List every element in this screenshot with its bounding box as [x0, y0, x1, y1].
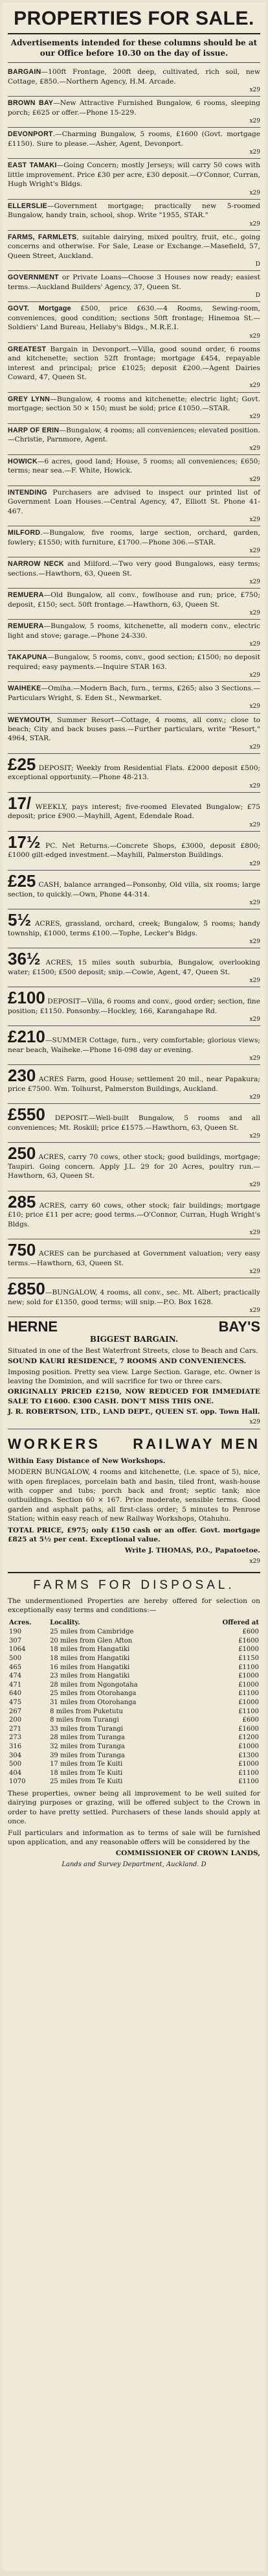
herne-bay-para2: SOUND KAURI RESIDENCE, 7 ROOMS AND CONVENIENCES.: [8, 1357, 247, 1366]
farm-locality: 18 miles from Te Kuiti: [50, 1769, 123, 1777]
classified-ad: [8, 159, 260, 199]
ad-text: —Omiha.—Modern Bach, furn., terms, £265; also 3 Sections.—Particulars Wright, S. Eden St., Newmarket.: [8, 685, 260, 702]
farm-locality: 8 miles from Puketutu: [50, 1707, 123, 1715]
farm-acres: 1064: [9, 1646, 26, 1654]
ad-lead: £550: [8, 1105, 45, 1125]
farm-acres: 475: [9, 1699, 22, 1707]
ad-text: .—Bungalow, five rooms, large section, orchard, garden, fowlery; £1550; with furniture, £1700.—Phone 306.—STAR.: [8, 529, 260, 546]
farms-signature: COMMISSIONER OF CROWN LANDS,: [115, 1849, 260, 1858]
classified-ad: [8, 793, 260, 832]
ad-ref-number: x29: [249, 149, 260, 156]
classified-ad: [8, 231, 260, 271]
farm-acres: 200: [9, 1716, 22, 1724]
ad-text: —New Attractive Furnished Bungalow, 6 rooms, sleeping porch; £625 or offer.—Phone 15-229.: [8, 99, 261, 117]
ad-text: , Summer Resort—Cottage, 4 rooms, all conv.; close to beach; City and back buses pass.—Further particulars, write "Resort," 4964, STAR.: [8, 716, 260, 743]
ad-ref-number: x29: [249, 1055, 260, 1062]
ad-ref-number: x29: [249, 548, 260, 555]
workers-left: WORKERS: [8, 1435, 100, 1452]
classified-ad: [8, 620, 260, 651]
ad-lead: 5½: [8, 910, 32, 930]
ad-text: ACRES, carry 60 cows, other stock; fair buildings; mortgage £10; price £11 per acre; good terms.—O'Connor, Curran, Hugh Wright's Bldgs.: [8, 1201, 260, 1228]
farm-acres: 471: [9, 1681, 22, 1689]
farm-row: [8, 1751, 260, 1761]
workers-ad: [8, 1429, 260, 1568]
workers-right: RAILWAY MEN: [133, 1435, 260, 1452]
classified-ad: [8, 1065, 260, 1104]
ad-ref-number: x29: [249, 517, 260, 523]
classified-ad: [8, 714, 260, 754]
farm-locality: 31 miles from Otorohanga: [50, 1699, 137, 1707]
ad-ref-number: x29: [249, 899, 260, 906]
ad-ref-number: x29: [249, 782, 260, 790]
classified-ad: [8, 589, 260, 620]
ad-ref-number: x29: [249, 1307, 260, 1315]
farm-locality: 32 miles from Turanga: [50, 1742, 125, 1750]
ad-ref-number: x29: [249, 938, 260, 945]
farm-row: [8, 1707, 260, 1716]
farm-locality: 28 miles from Turanga: [50, 1734, 125, 1742]
ad-ref-number: x29: [249, 445, 260, 452]
ad-lead: £850: [8, 1279, 45, 1299]
classified-ad: [8, 557, 260, 589]
classified-ad: [8, 1026, 260, 1065]
farm-locality: 17 miles from Te Kuiti: [50, 1761, 123, 1768]
farm-locality: 28 miles from Ngongotaha: [50, 1681, 138, 1689]
herne-bay-title: [8, 1320, 260, 1334]
classified-ad: [8, 1143, 260, 1191]
farms-para2: Full particulars and information as to terms of sale will be furnished upon application, and any reasonable offers will be considered by the: [8, 1829, 260, 1846]
ad-text: —100ft Frontage, 200ft deep, cultivated, rich soil, new Cottage, £850.—Northern Agency, H.M. Arcade.: [8, 68, 260, 86]
classified-ad: [8, 486, 260, 526]
workers-line2: MODERN BUNGALOW, 4 rooms and kitchenette, (i.e. space of 5), nice, with open fireplaces, porcelain bath and basin, tiled front, wash-house with copper and tubs; porch back and front; septic tank; nice outbuildings. Section 60 × 167. Price moderate, sensible terms. Good garden and asphalt paths, all first-class order; 5 minutes to Penrose Station; within easy reach of new Railway Workshops, Otahuhu.: [8, 1468, 260, 1523]
farm-locality: 39 miles from Turanga: [50, 1751, 125, 1759]
farm-locality: 25 miles from Cambridge: [50, 1628, 134, 1636]
farm-row: [8, 1777, 260, 1786]
ad-text: —Bungalow, 5 rooms, kitchenette, all modern conv., electric light and stove; garage.—Phone 24-330.: [8, 622, 260, 640]
classified-ad: [8, 948, 260, 987]
ad-text: and Milford.—Two very good Bungalows, easy terms; sections.—Hawthorn, 63, Queen St.: [8, 560, 260, 578]
ad-text: Purchasers are advised to inspect our printed list of Government Loan Houses.—Central Agency, 47, Elliott St. Phone 41-467.: [8, 488, 260, 515]
farm-acres: 190: [9, 1628, 22, 1636]
ad-lead: 36½: [8, 949, 41, 969]
farm-row: [8, 1637, 260, 1646]
ad-text: ACRES, carry 70 cows, other stock; good buildings, mortgage; Taupiri. Going concern. Apply J.L. 29 for 20 Acres, poultry run.—Hawthorn, 63, Queen St.: [8, 1153, 260, 1180]
ad-text: —Bungalow, 5 rooms, conv., good section; £1500; no deposit required; easy payments.—Inquire STAR 163.: [8, 653, 260, 671]
ad-text: —Bungalow, 4 rooms; all conveniences; elevated position.—Christie, Parnmore, Agent.: [8, 426, 261, 444]
farms-intro: The undermentioned Properties are hereby offered for selection on exceptionally easy terms and conditions:—: [8, 1597, 260, 1615]
workers-signature: Write J. THOMAS, P.O., Papatoetoe.: [124, 1547, 260, 1555]
farm-price: £600: [242, 1628, 259, 1636]
ad-text: .—Charming Bungalow, 5 rooms, £1600 (Govt. mortgage £1150). Sure to please.—Asher, Agent, Devonport.: [8, 130, 260, 148]
ad-text: —Government mortgage; practically new 5-roomed Bungalow, handy train, school, shop. Write "1955, STAR.": [8, 202, 260, 220]
farm-locality: 20 miles from Glen Afton: [50, 1637, 133, 1645]
ad-lead: £210: [8, 1027, 45, 1047]
farm-row: [8, 1681, 260, 1690]
ad-ref-number: x29: [249, 189, 260, 196]
farm-locality: 8 miles from Turangi: [50, 1716, 119, 1724]
classified-ad: [8, 271, 260, 302]
classified-ad: [8, 343, 260, 393]
farm-acres: 316: [9, 1742, 22, 1750]
ad-ref-number: x29: [249, 1230, 260, 1237]
ad-ref-number: x29: [249, 978, 260, 985]
classified-ad: [8, 97, 260, 128]
workers-num: x29: [249, 1558, 260, 1565]
herne-bay-para5: J. R. ROBERTSON, LTD., LAND DEPT., QUEEN ST. opp. Town Hall.: [8, 1408, 260, 1416]
farm-price: £1200: [238, 1734, 259, 1742]
ad-ref-number: x29: [249, 744, 260, 751]
ad-lead: REMUERA: [8, 622, 44, 631]
herne-bay-para3: Imposing position. Pretty sea view. Large Section. Garage, etc. Owner is leaving the Dominion, and will sacrifice for two or three cars.: [8, 1368, 260, 1385]
ad-lead: £25: [8, 871, 36, 891]
classified-ad: [8, 1239, 260, 1278]
farm-price: £1000: [238, 1646, 259, 1654]
classified-ad: [8, 987, 260, 1026]
ad-lead: GOVT. Mortgage: [8, 305, 71, 313]
ad-lead: 230: [8, 1066, 36, 1086]
ad-ref-number: x29: [249, 382, 260, 390]
ad-text: ACRES, grassland, orchard, creek; Bungalow, 5 rooms; handy township, £1000, terms £100.—Tophe, Lecker's Bldgs.: [8, 920, 260, 937]
ad-text: —6 acres, good land; House, 5 rooms; all conveniences; £650; terms; near sea.—F. White, Howick.: [8, 457, 260, 475]
ad-lead: ELLERSLIE: [8, 202, 47, 210]
farm-price: £1000: [238, 1699, 259, 1707]
farm-row: [8, 1733, 260, 1742]
farm-row: [8, 1760, 260, 1769]
farm-price: £1000: [238, 1761, 259, 1768]
farm-row: [8, 1769, 260, 1778]
farms-table: [8, 1618, 260, 1786]
farm-price: £1150: [238, 1655, 259, 1663]
herne-bay-para4: ORIGINALLY PRICED £2150, NOW REDUCED FOR IMMEDIATE SALE TO £1600. £300 CASH. DON'T MISS THIS ONE.: [8, 1388, 260, 1405]
farm-price: £1100: [238, 1707, 259, 1715]
herne-bay-sub: BIGGEST BARGAIN.: [89, 1335, 179, 1344]
herne-bay-ad: [8, 1317, 260, 1429]
ad-lead: 750: [8, 1240, 36, 1260]
ad-lead: £100: [8, 988, 45, 1008]
classified-ad: [8, 909, 260, 948]
farm-price: £600: [242, 1716, 259, 1724]
ad-text: DEPOSIT—Villa, 6 rooms and conv., good order; section, fine position; £1150. Ponsonby.—Hockley, 166, Karangahape Rd.: [8, 998, 260, 1015]
farm-row: [8, 1716, 260, 1725]
classified-ad: [8, 393, 260, 424]
farm-acres: 474: [9, 1672, 22, 1680]
farm-row: [8, 1654, 260, 1663]
farms-table-body: [8, 1628, 260, 1786]
ad-lead: BARGAIN: [8, 68, 41, 76]
farm-price: £1100: [238, 1769, 259, 1777]
ad-ref-number: x29: [249, 641, 260, 648]
classified-ad: [8, 832, 260, 871]
farm-price: £1000: [238, 1672, 259, 1680]
farm-row: [8, 1698, 260, 1707]
farm-price: £1600: [238, 1725, 259, 1733]
farms-para1: These properties, owner being all improvement to be well suited for dairying purposes or grazing, will be offered subject to the Crown in order to have pretty settled. Purchasers of these lands should apply at once.: [8, 1789, 260, 1826]
section-masthead: PROPERTIES FOR SALE.: [14, 8, 254, 29]
ad-ref-number: x29: [249, 118, 260, 125]
farm-locality: 18 miles from Hangatiki: [50, 1646, 130, 1654]
ad-text: Bargain in Devonport.—Villa, good sound order, 6 rooms and kitchenette; section 52ft frontage; mortgage £454, repayable interest and principal; price £1025; deposit £200.—Agent Dairies Coward, 47, Queen St.: [8, 345, 260, 381]
farm-price: £1000: [238, 1681, 259, 1689]
ad-lead: 250: [8, 1143, 36, 1164]
ad-lead: DEVONPORT: [8, 130, 53, 139]
ad-text: DEPOSIT; Weekly from Residential Flats. £2000 deposit £500; exceptional opportunity.—Phone 48-213.: [8, 764, 260, 782]
classified-ad: [8, 682, 260, 713]
notice-rule: [8, 62, 260, 63]
ad-text: —Bungalow, 4 rooms and kitchenette; electric light; Govt. mortgage; section 50 × 150; must be sold; price £1050.—STAR.: [8, 395, 260, 413]
ad-text: ACRES Farm, good House; settlement 20 mil., near Papakura; price £7500. Wm. Tolhurst, Palmerston Buildings, Auckland.: [8, 1075, 260, 1093]
ad-text: or Private Loans—Choose 3 Houses now ready; easiest terms.—Auckland Builders' Agency, 37, Queen St.: [8, 274, 260, 291]
ad-ref-number: x29: [249, 672, 260, 679]
ad-lead: 17½: [8, 832, 41, 852]
ad-text: , suitable dairying, mixed poultry, fruit, etc., going concerns and otherwise. For Sale, Lease or Exchange.—Masefield, 57, Queen Street, Auckland.: [8, 233, 260, 260]
ad-lead: GOVERNMENT: [8, 274, 59, 282]
farm-acres: 273: [9, 1734, 22, 1742]
classified-ad: [8, 871, 260, 909]
farm-acres: 500: [9, 1761, 22, 1768]
ad-ref-number: x29: [249, 333, 260, 340]
farm-row: [8, 1645, 260, 1654]
farm-locality: 25 miles from Otorohanga: [50, 1690, 137, 1698]
ad-text: WEEKLY, pays interest; five-roomed Elevated Bungalow; £75 deposit; price £900.—Mayhill, Agent, Edendale Road.: [8, 803, 260, 821]
farm-price: £1100: [238, 1663, 259, 1671]
herne-bay-right: BAY'S: [218, 1318, 260, 1335]
farm-acres: 304: [9, 1751, 22, 1759]
herne-bay-left: HERNE: [8, 1318, 58, 1335]
ad-lead: INTENDING: [8, 488, 47, 497]
farm-locality: 25 miles from Te Kuiti: [50, 1778, 123, 1786]
ad-ref-number: x29: [249, 220, 260, 228]
herne-bay-num: x29: [249, 1418, 260, 1425]
workers-line3: TOTAL PRICE, £975; only £150 cash or an offer. Govt. mortgage £825 at 5½ per cent. Exceptional value.: [8, 1526, 260, 1543]
ad-ref-number: x29: [249, 1094, 260, 1101]
farm-acres: 404: [9, 1769, 22, 1777]
farm-row: [8, 1689, 260, 1698]
ad-ref-number: x29: [249, 476, 260, 483]
ad-text: —SUMMER Cottage, furn., very comfortable; glorious views; near beach, Waiheke.—Phone 16-098 day or evening.: [8, 1036, 260, 1054]
farm-row: [8, 1628, 260, 1637]
farm-price: £1300: [238, 1751, 259, 1759]
ad-lead: EAST TAMAKI: [8, 161, 57, 170]
farms-header-offered: Offered at: [222, 1619, 259, 1626]
farms-rule: [8, 1572, 260, 1573]
farm-row: [8, 1742, 260, 1751]
farm-row: [8, 1663, 260, 1672]
ad-ref-number: D: [255, 292, 260, 299]
farm-locality: 23 miles from Hangatiki: [50, 1672, 130, 1680]
classified-ad: [8, 65, 260, 97]
farms-office: Lands and Survey Department, Auckland. D: [61, 1860, 207, 1868]
workers-line1: Within Easy Distance of New Workshops.: [8, 1457, 166, 1465]
farm-price: £1100: [238, 1778, 259, 1786]
farms-ad: [8, 1577, 260, 1869]
ad-ref-number: x29: [249, 414, 260, 421]
classified-ad: [8, 1191, 260, 1239]
classified-ad: [8, 200, 260, 231]
farm-acres: 465: [9, 1663, 22, 1671]
ad-lead: 17/: [8, 793, 32, 814]
ad-text: ACRES, 15 miles south suburbia, Bungalow, overlooking water; £1500; £500 deposit; snip.—Cowie, Agent, 47, Queen St.: [8, 959, 260, 976]
ad-text: CASH, balance arranged—Ponsonby, Old villa, six rooms; large section, to quickly.—Own, Phone 44-314.: [8, 881, 260, 898]
ad-text: —Going Concern; mostly Jerseys; will carry 50 cows with little improvement. Price £30 per acre, £30 deposit.—O'Connor, Curran, Hugh Wright's Bldgs.: [8, 161, 260, 189]
herne-bay-para1: Situated in one of the Best Waterfront Streets, close to Beach and Cars.: [8, 1346, 258, 1355]
classified-ad: [8, 1104, 260, 1143]
farm-price: £1600: [238, 1637, 259, 1645]
farms-header-acres: Acres.: [9, 1619, 32, 1626]
farm-acres: 267: [9, 1707, 22, 1715]
classified-ads: [8, 65, 260, 1317]
farm-acres: 640: [9, 1690, 22, 1698]
classified-ad: [8, 1278, 260, 1317]
farm-acres: 1070: [9, 1778, 26, 1786]
ad-ref-number: x29: [249, 1181, 260, 1188]
farm-acres: 307: [9, 1637, 22, 1645]
ad-lead: NARROW NECK: [8, 560, 64, 568]
classified-ad: [8, 651, 260, 682]
ad-lead: £25: [8, 754, 36, 774]
masthead-rule: [8, 33, 260, 34]
ad-ref-number: x29: [249, 1269, 260, 1276]
classified-ad: [8, 302, 260, 342]
classified-ad: [8, 455, 260, 486]
ad-lead: GREY LYNN: [8, 395, 50, 403]
farms-header-locality: Locality.: [50, 1619, 80, 1626]
ad-ref-number: x29: [249, 610, 260, 617]
ad-lead: TAKAPUNA: [8, 653, 48, 662]
farm-acres: 500: [9, 1655, 22, 1663]
ad-ref-number: x29: [249, 87, 260, 93]
ad-ref-number: x29: [249, 579, 260, 586]
farm-row: [8, 1725, 260, 1734]
ad-ref-number: x29: [249, 1133, 260, 1140]
ad-lead: MILFORD: [8, 529, 41, 537]
farm-locality: 18 miles from Hangatiki: [50, 1655, 130, 1663]
ad-text: £500, price £630.—4 Rooms, Sewing-room, conveniences, good condition; sections 50ft frontage; Hinemoa St.—Soldiers' Land Bureau, Hellaby's Bldgs., M.R.E.I.: [8, 305, 260, 332]
farm-row: [8, 1672, 260, 1681]
ad-ref-number: x29: [249, 703, 260, 710]
ad-text: —Old Bungalow, all conv., fowlhouse and run; price, £750; deposit, £150; sect. 50ft frontage.—Hawthorn, 63, Queen St.: [8, 591, 260, 609]
workers-header: [8, 1434, 260, 1454]
ad-ref-number: x29: [249, 1016, 260, 1024]
ad-lead: GREATEST: [8, 345, 47, 353]
farm-acres: 271: [9, 1725, 22, 1733]
classified-ad: [8, 128, 260, 159]
farms-header-row: [8, 1618, 260, 1628]
farm-price: £1100: [238, 1690, 259, 1698]
ad-ref-number: x29: [249, 821, 260, 828]
newspaper-page: [3, 3, 265, 2571]
ad-lead: BROWN BAY: [8, 99, 54, 108]
ad-ref-number: x29: [249, 860, 260, 867]
farms-title: FARMS FOR DISPOSAL.: [33, 1578, 235, 1593]
classified-ad: [8, 424, 260, 455]
ad-ref-number: D: [255, 261, 260, 268]
ad-text: DEPOSIT.—Well-built Bungalow, 5 rooms and all conveniences; Mt. Roskill; price £1575.—Hawthorn, 63, Queen St.: [8, 1114, 260, 1132]
ad-lead: REMUERA: [8, 591, 44, 600]
ad-text: —BUNGALOW, 4 rooms, all conv., sec. Mt. Albert; practically new; sold for £1350, good terms; will snip.—P.O. Box 1628.: [8, 1289, 260, 1306]
classified-ad: [8, 754, 260, 793]
ad-lead: 285: [8, 1191, 36, 1212]
ad-text: ACRES can be purchased at Government valuation; very easy terms.—Hawthorn, 63, Queen St.: [8, 1250, 260, 1267]
ad-lead: WEYMOUTH: [8, 716, 50, 724]
ad-text: PC. Net Returns.—Concrete Shops, £3000, deposit £800; £1000 gilt-edged investment.—Mayhill, Palmerston Buildings.: [8, 842, 260, 860]
farm-price: £1000: [238, 1742, 259, 1750]
ad-lead: HARP OF ERIN: [8, 426, 60, 434]
farm-locality: 16 miles from Hangatiki: [50, 1663, 130, 1671]
classified-ad: [8, 526, 260, 557]
ad-lead: WAIHEKE: [8, 685, 41, 693]
submission-notice: Advertisements intended for these columns should be at our Office before 10.30 on the day of issue.: [10, 38, 258, 58]
ad-lead: FARMS, FARMLETS: [8, 233, 77, 241]
farm-locality: 33 miles from Turangi: [50, 1725, 124, 1733]
ad-lead: HOWICK: [8, 457, 38, 465]
